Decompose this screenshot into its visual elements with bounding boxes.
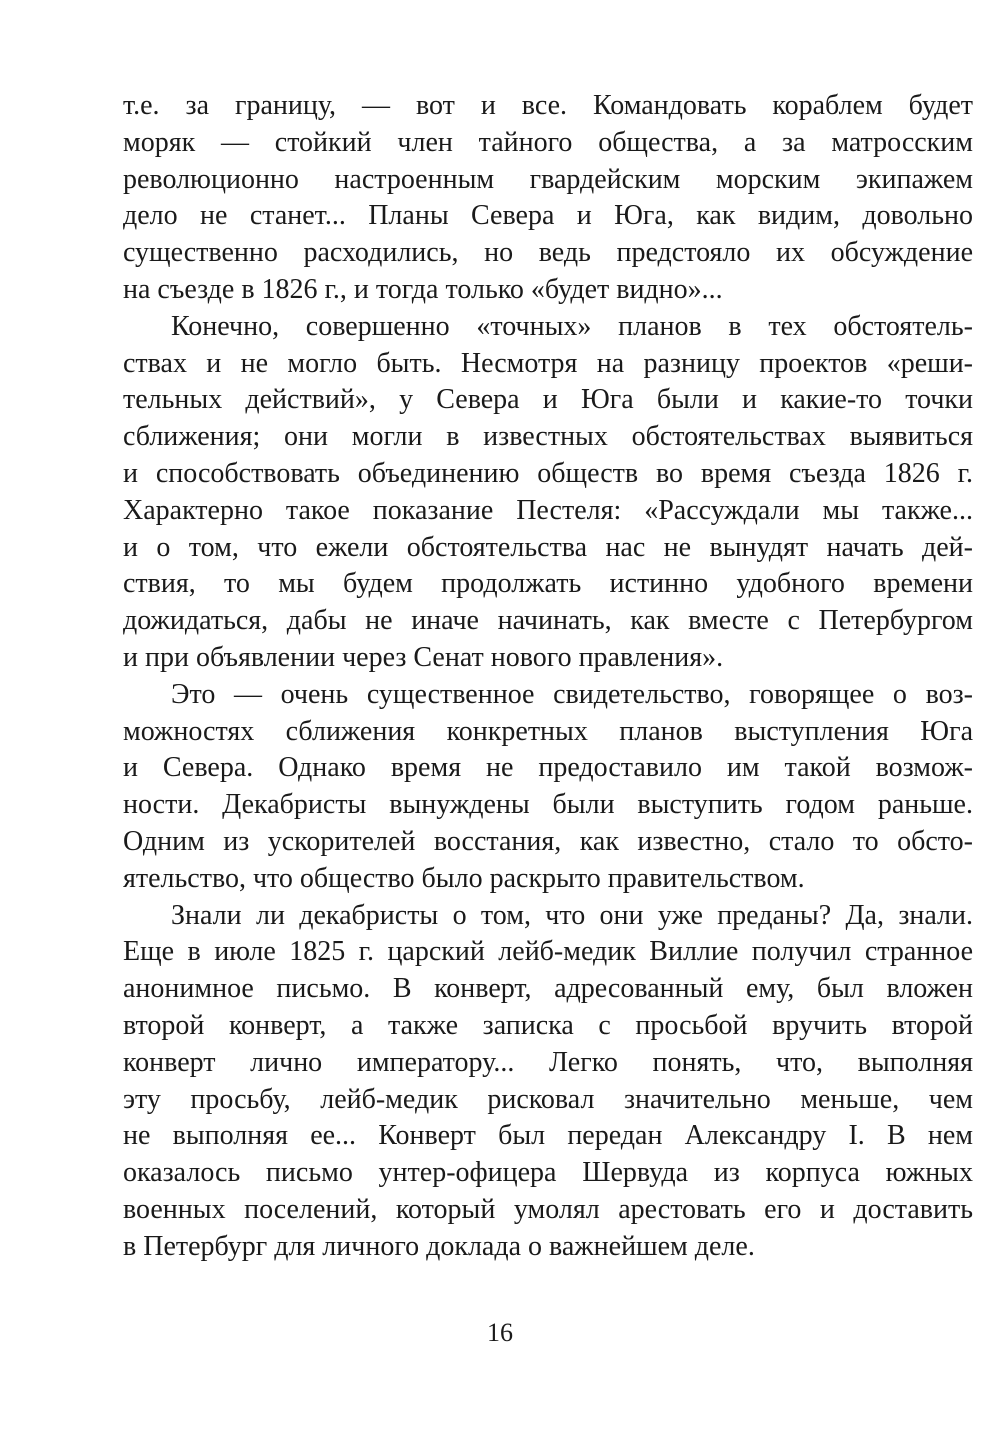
text-line: дело не станет... Планы Севера и Юга, как видим, довольно xyxy=(123,200,973,232)
text-line: анонимное письмо. В конверт, адресованный ему, был вложен xyxy=(123,973,973,1005)
text-line: Характерно такое показание Пестеля: «Рассуждали мы также... xyxy=(123,494,973,526)
text-line: ности. Декабристы вынуждены были выступить годом раньше. xyxy=(123,789,973,821)
text-line: и о том, что ежели обстоятельства нас не вынудят начать дей- xyxy=(123,531,973,563)
text-line: второй конверт, а также записка с просьбой вручить второй xyxy=(123,1009,973,1041)
text-line: моряк — стойкий член тайного общества, а за матросским xyxy=(123,126,973,158)
text-line: можностях сближения конкретных планов выступления Юга xyxy=(123,715,973,747)
text-line: тельных действий», у Севера и Юга были и какие-то точки xyxy=(123,384,973,416)
text-line: и Севера. Однако время не предоставило им такой возмож- xyxy=(123,752,973,784)
text-line: на съезде в 1826 г., и тогда только «будет видно»... xyxy=(123,273,723,305)
text-line: конверт лично императору... Легко понять, что, выполняя xyxy=(123,1046,973,1078)
text-line: оказалось письмо унтер-офицера Шервуда из корпуса южных xyxy=(123,1157,973,1189)
text-line: дожидаться, дабы не иначе начинать, как вместе с Петербургом xyxy=(123,605,973,637)
page-body xyxy=(123,88,973,1266)
paragraph xyxy=(123,677,973,898)
text-line: сближения; они могли в известных обстоятельствах выявиться xyxy=(123,421,973,453)
text-line: Одним из ускорителей восстания, как известно, стало то обсто- xyxy=(123,825,973,857)
text-line: не выполняя ее... Конверт был передан Александру I. В нем xyxy=(123,1120,973,1152)
text-line: эту просьбу, лейб-медик рисковал значительно меньше, чем xyxy=(123,1083,973,1115)
page-number: 16 xyxy=(487,1318,513,1347)
paragraph xyxy=(123,309,973,677)
paragraph xyxy=(123,88,973,309)
text-line: т.е. за границу, — вот и все. Командовать кораблем будет xyxy=(123,90,973,121)
text-line: Конечно, совершенно «точных» планов в тех обстоятель- xyxy=(171,310,973,342)
text-line: Еще в июле 1825 г. царский лейб-медик Виллие получил странное xyxy=(123,936,973,968)
text-line: и способствовать объединению обществ во время съезда 1826 г. xyxy=(123,457,973,489)
text-line: и при объявлении через Сенат нового правления». xyxy=(123,641,724,673)
paragraph xyxy=(123,898,973,1266)
text-line: военных поселений, который умолял арестовать его и доставить xyxy=(123,1193,973,1225)
text-line: ствия, то мы будем продолжать истинно удобного времени xyxy=(123,568,973,600)
text-line: ятельство, что общество было раскрыто правительством. xyxy=(123,862,805,894)
text-line: революционно настроенным гвардейским морским экипажем xyxy=(123,163,973,195)
text-line: ствах и не могло быть. Несмотря на разницу проектов «реши- xyxy=(123,347,973,379)
text-line: существенно расходились, но ведь предстояло их обсуждение xyxy=(123,237,973,269)
text-line: в Петербург для личного доклада о важнейшем деле. xyxy=(123,1230,755,1262)
text-line: Это — очень существенное свидетельство, говорящее о воз- xyxy=(171,678,973,710)
text-line: Знали ли декабристы о том, что они уже преданы? Да, знали. xyxy=(171,899,973,931)
